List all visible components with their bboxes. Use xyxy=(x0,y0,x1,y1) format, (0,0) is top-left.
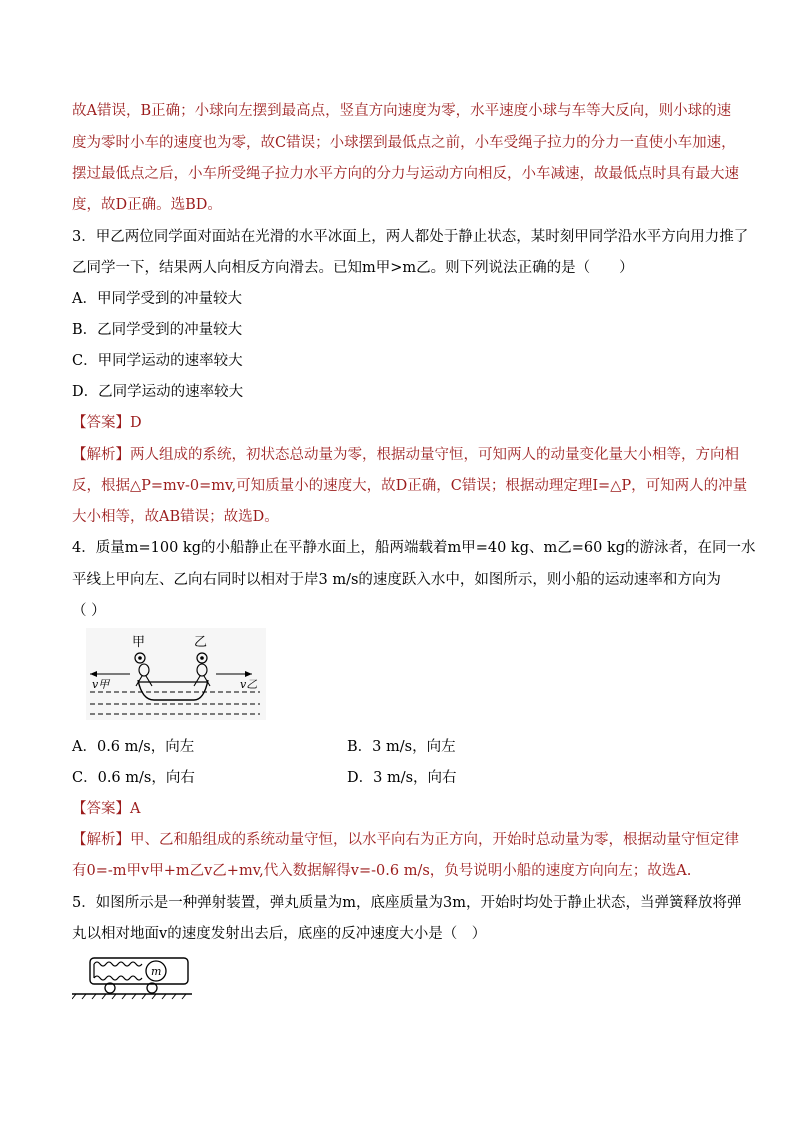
q4-stem-line: （ ） xyxy=(72,603,106,619)
q4-answer xyxy=(72,799,732,819)
analysis-text: 甲、乙和船组成的系统动量守恒，以水平向右为正方向，开始时总动量为零，根据动量守恒定律 xyxy=(130,832,739,848)
q3-answer xyxy=(72,413,732,433)
boat-figure xyxy=(86,628,266,720)
q5-stem-line: 5．如图所示是一种弹射装置，弹丸质量为m，底座质量为3m，开始时均处于静止状态，当弹簧释放将弹 xyxy=(72,895,742,911)
q3-analysis-line: 反，根据△P=mv-0=mv,可知质量小的速度大，故D正确，C错误；根据动理定理I=△P，可知两人的冲量 xyxy=(72,478,748,494)
answer-tag: 【答案】 xyxy=(72,415,130,431)
analysis-tag: 【解析】 xyxy=(72,447,130,463)
q4-analysis-line xyxy=(72,830,739,850)
launcher-figure xyxy=(72,954,196,1000)
q4-stem-line: 4．质量m=100 kg的小船静止在平静水面上，船两端载着m甲=40 kg、m乙=60 kg的游泳者，在同一水 xyxy=(72,540,756,556)
analysis-text: 两人组成的系统，初状态总动量为零，根据动量守恒，可知两人的动量变化量大小相等，方向相 xyxy=(130,447,739,463)
q5-stem-line: 丸以相对地面v的速度发射出去后，底座的反冲速度大小是（ ） xyxy=(72,926,487,942)
q3-option-c: C．甲同学运动的速率较大 xyxy=(72,353,243,369)
q3-analysis-line xyxy=(72,445,739,465)
analysis-tag: 【解析】 xyxy=(72,832,130,848)
q4-option-b: B．3 m/s，向左 xyxy=(347,739,456,755)
prev-explanation-line: 故A错误，B正确；小球向左摆到最高点，竖直方向速度为零，水平速度小球与车等大反向，则小球的速 xyxy=(72,103,732,119)
answer-value: D xyxy=(130,415,142,431)
q3-option-b: B．乙同学受到的冲量较大 xyxy=(72,322,243,338)
answer-tag: 【答案】 xyxy=(72,801,130,817)
q3-stem-line: 3．甲乙两位同学面对面站在光滑的水平冰面上，两人都处于静止状态，某时刻甲同学沿水平方向用力推了 xyxy=(72,229,749,245)
label-yi: 乙 xyxy=(194,635,208,650)
q4-option-d: D．3 m/s，向右 xyxy=(347,770,457,786)
q3-analysis-line: 大小相等，故AB错误；故选D。 xyxy=(72,509,279,525)
q4-option-c: C．0.6 m/s，向右 xyxy=(72,770,195,786)
q4-option-a: A．0.6 m/s，向左 xyxy=(72,739,195,755)
prev-explanation-line: 度，故D正确。选BD。 xyxy=(72,197,222,213)
label-jia: 甲 xyxy=(132,635,146,650)
answer-value: A xyxy=(130,801,141,817)
prev-explanation-line: 度为零时小车的速度也为零，故C错误；小球摆到最低点之前，小车受绳子拉力的分力一直使小车加速， xyxy=(72,135,736,151)
q4-stem-line: 平线上甲向左、乙向右同时以相对于岸3 m/s的速度跃入水中，如图所示，则小船的运动速率和方向为 xyxy=(72,572,721,588)
q3-option-d: D．乙同学运动的速率较大 xyxy=(72,384,244,400)
v-yi-label: v乙 xyxy=(240,678,258,691)
q3-stem-line: 乙同学一下，结果两人向相反方向滑去。已知m甲>m乙。则下列说法正确的是（ ） xyxy=(72,260,634,276)
prev-explanation-line: 摆过最低点之后，小车所受绳子拉力水平方向的分力与运动方向相反，小车减速，故最低点时具有最大速 xyxy=(72,166,739,182)
v-jia-label: v甲 xyxy=(92,678,110,691)
q3-option-a: A．甲同学受到的冲量较大 xyxy=(72,291,242,307)
ball-label: m xyxy=(151,965,162,978)
q4-analysis-line: 有0=-m甲v甲+m乙v乙+mv,代入数据解得v=-0.6 m/s，负号说明小船的速度方向向左；故选A. xyxy=(72,863,692,879)
